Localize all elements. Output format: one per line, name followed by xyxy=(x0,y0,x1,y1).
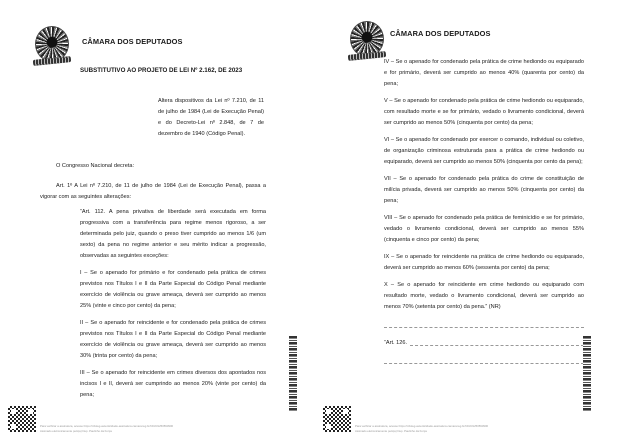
omission-fill xyxy=(410,345,584,346)
signature-signer: Assinado eletronicamente pelo(a) Dep. Paulinho da Força xyxy=(355,429,427,433)
signature-verify-link[interactable]: Para verificar a assinatura, acesse https://infoleg-autenticidade-assinatura.camara.leg.br/CD231250593900 xyxy=(355,424,489,428)
paragraph-item-i: I – Se o apenado for primário e for condenado pela prática de crimes previstos nos Títulos I e II da Parte Especial do Código Penal mediante exercício de violência ou grave ameaça, deverá ser cumprido ao menos 25% (vinte e cinco por cento) da pena; xyxy=(80,270,266,309)
paragraph-item-v: V – Se o apenado for condenado pela prática de crime hediondo ou equiparado, com resultado morte e se for primário, vedado o livramento condicional, deverá ser cumprido ao menos 50% (cinquenta por cento) da pena; xyxy=(384,98,584,126)
qr-code-icon xyxy=(8,406,36,432)
signature-signer: Assinado eletronicamente pelo(a) Dep. Paulinho da Força xyxy=(40,429,112,433)
paragraph-item-x: X – Se o apenado for reincidente em crime hediondo ou equiparado com resultado morte, vedado o livramento condicional, deverá ser cumprido ao menos 70% (setenta por cento) da pena.” (NR) xyxy=(384,282,584,310)
coat-of-arms-icon xyxy=(350,21,384,57)
paragraph-caput: “Art. 112. A pena privativa de liberdade será executada em forma progressiva com a transferência para regime menos rigoroso, a ser determinada pelo juiz, quando o preso tiver cumprido ao menos 1/6 (um sexto) da pena no regime anterior e seu mérito indicar a progressão, observadas as seguintes exceções: xyxy=(80,209,266,259)
paragraph-item-viii: VIII – Se o apenado for condenado pela prática de feminicídio e se for primário, vedado o livramento condicional, deverá ser cumprido ao menos 55% (cinquenta e cinco por cento) da pena; xyxy=(384,215,584,243)
signature-verify-link[interactable]: Para verificar a assinatura, acesse https://infoleg-autenticidade-assinatura.camara.leg.br/CD231250593900 xyxy=(40,424,174,428)
qr-code-icon xyxy=(323,406,351,432)
paragraph-item-ix: IX – Se o apenado for reincidente na prática de crime hediondo ou equiparado, deverá ser cumprido ao menos 60% (sessenta por cento) da pena; xyxy=(384,254,584,271)
paragraph-item-iv: IV – Se o apenado for condenado pela prática de crime hediondo ou equiparado e for primário, deverá ser cumprido ao menos 40% (quarenta por cento) da pena; xyxy=(384,59,584,87)
document-title: SUBSTITUTIVO AO PROJETO DE LEI Nº 2.162, DE 2023 xyxy=(80,67,243,74)
decree-line: O Congresso Nacional decreta: xyxy=(56,163,135,169)
paragraph-item-iii: III – Se o apenado for reincidente em crimes diversos dos apontados nos incisos I e II, deverá ser cumprindo ao menos 20% (vinte por cento) da pena; xyxy=(80,370,266,398)
paragraph-item-ii: II – Se o apenado for reincidente e for condenado pela prática de crimes previstos nos Títulos I e II da Parte Especial do Código Penal mediante exercício de violência ou grave ameaça, deverá ser cumprido ao menos 30% (trinta por cento) da pena; xyxy=(80,320,266,359)
barcode-icon xyxy=(289,336,297,412)
article-112-continued xyxy=(384,57,584,374)
omission-line xyxy=(384,327,584,328)
paragraph-item-vii: VII – Se o apenado for condenado pela prática do crime de constituição de milícia privada, deverá ser cumprido ao menos 50% (cinquenta por cento) da pena; xyxy=(384,176,584,204)
article-112-text xyxy=(80,207,266,407)
house-name: CÂMARA DOS DEPUTADOS xyxy=(82,37,183,46)
signature-footer xyxy=(355,424,488,434)
barcode-icon xyxy=(583,336,591,412)
omission-line xyxy=(384,363,584,364)
house-name: CÂMARA DOS DEPUTADOS xyxy=(390,29,491,38)
signature-footer xyxy=(40,424,173,434)
paragraph-item-vi: VI – Se o apenado for condenado por exercer o comando, individual ou coletivo, de organização criminosa estruturada para a prática de crime hediondo ou equiparado, deverá ser cumprido ao menos 50% (cinquenta por cento da pena); xyxy=(384,137,584,165)
ementa: Altera dispositivos da Lei nº 7.210, de 11 de julho de 1984 (Lei de Execução Penal) e do Decreto-Lei nº 2.848, de 7 de dezembro de 1940 (Código Penal). xyxy=(158,98,264,137)
document-page-2 xyxy=(320,0,640,440)
article-1: Art. 1º A Lei nº 7.210, de 11 de julho de 1984 (Lei de Execução Penal), passa a vigorar com as seguintes alterações: xyxy=(40,183,266,200)
article-126-line xyxy=(384,338,584,349)
article-126-label: “Art. 126. xyxy=(384,340,408,346)
coat-of-arms-icon xyxy=(35,26,69,62)
